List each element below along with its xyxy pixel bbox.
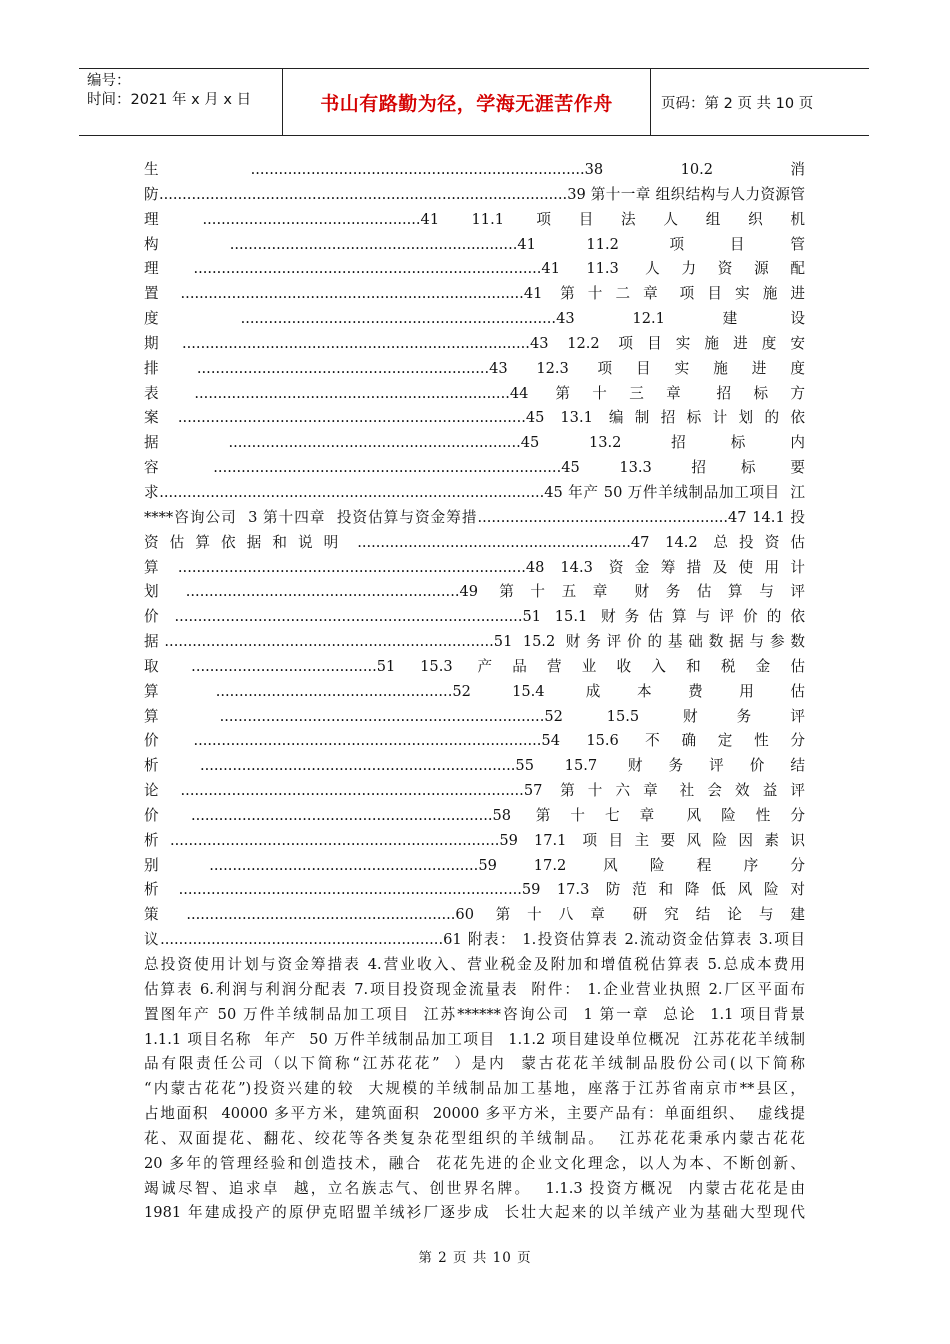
text-line: “内蒙古花花”)投资兴建的较 大规模的羊绒制品加工基地，座落于江苏省南京市**县区， <box>144 1080 805 1098</box>
text-line: 价 ...........................................................................51 15.1 财 务 估 算 与 评 价 的 依 <box>144 608 805 626</box>
text-line: 期 ...........................................................................43 12.2 项 目 实 施 进 度 安 <box>144 334 805 352</box>
text-line: 案 ...........................................................................45 13.1 编 制 招 标 计 划 的 依 <box>144 409 805 427</box>
text-line: 估算表 6.利润与利润分配表 7.项目投资现金流量表 附件： 1.企业营业执照 2.厂区平面布 <box>144 980 805 998</box>
text-line: 划 ...........................................................49 第 十 五 章 财 务 估 算 与 评 <box>144 583 805 601</box>
header-page-label: 页码：第 2 页 共 10 页 <box>661 95 814 112</box>
text-line: 析 ..........................................................................59 17.3 防 范 和 降 低 风 险 对 <box>144 881 805 899</box>
text-line: ****咨询公司 3 第十四章 投资估算与资金筹措......................................................47 14.1 投 <box>144 508 805 526</box>
text-line: 别 ..........................................................59 17.2 风 险 程 序 分 <box>144 856 805 874</box>
text-line: 置 ..........................................................................41 第 十 二 章 项 目 实 施 进 <box>144 285 805 303</box>
text-line: 20 多年的管理经验和创造技术，融合 花花先进的企业文化理念，以人为本、不断创新、 <box>144 1154 805 1172</box>
date-label: 时间：2021 年 x 月 x 日 <box>87 92 252 108</box>
text-line: 花、双面提花、翻花、绞花等各类复杂花型组织的羊绒制品。 江苏花花秉承内蒙古花花 <box>144 1129 805 1147</box>
text-line: 据 ...............................................................45 13.2 招 标 内 <box>144 434 805 452</box>
text-line: 生 ........................................................................38 10.2 消 <box>144 161 805 178</box>
text-line: 容 ...........................................................................45 13.3 招 标 要 <box>144 459 805 477</box>
page-header <box>79 68 869 136</box>
text-line: 排 ...............................................................43 12.3 项 目 实 施 进 度 <box>144 359 805 377</box>
text-line: 据 .......................................................................51 15.2 财 务 评 价 的 基 础 数 据 与 参 数 <box>144 633 805 651</box>
text-line: 策 ..........................................................60 第 十 八 章 研 究 结 论 与 建 <box>144 906 805 924</box>
header-motto: 书山有路勤为径，学海无涯苦作舟 <box>283 69 651 135</box>
text-line: 析 ....................................................................55 15.7 财 务 评 价 结 <box>144 757 805 775</box>
text-line: 度 ....................................................................43 12.1 建 设 <box>144 310 805 328</box>
text-line: 议.............................................................61 附表： 1.投资估算表 2.流动资金估算表 3.项目 <box>144 931 805 949</box>
text-line: 防........................................................................................39 第十一章 组织结构与人力资源管 <box>144 185 805 203</box>
text-line: 算 ...........................................................................48 14.3 资 金 筹 措 及 使 用 计 <box>144 558 805 576</box>
text-line: 表 ....................................................................44 第 十 三 章 招 标 方 <box>144 384 805 402</box>
text-line: 1.1.1 项目名称 年产 50 万件羊绒制品加工项目 1.1.2 项目建设单位概况 江苏花花羊绒制 <box>144 1030 805 1048</box>
text-line: 竭诚尽智、追求卓 越，立名族志气、创世界名牌。 1.1.3 投资方概况 内蒙古花花是由 <box>144 1179 805 1197</box>
text-line: 构 ..............................................................41 11.2 项 目 管 <box>144 235 805 253</box>
text-line: 资 估 算 依 据 和 说 明 ...........................................................47 14.2 总 投 资 估 <box>144 533 805 551</box>
text-line: 占地面积 40000 多平方米，建筑面积 20000 多平方米，主要产品有：单面组织、 虚线提 <box>144 1105 805 1123</box>
page-footer: 第 2 页 共 10 页 <box>418 1250 532 1266</box>
text-line: 置图年产 50 万件羊绒制品加工项目 江苏******咨询公司 1 第一章 总论 1.1 项目背景 <box>144 1005 805 1023</box>
text-line: 价 ...........................................................................54 15.6 不 确 定 性 分 <box>144 732 805 750</box>
text-line: 论 ..........................................................................57 第 十 六 章 社 会 效 益 评 <box>144 782 805 800</box>
text-line: 总投资使用计划与资金筹措表 4.营业收入、营业税金及附加和增值税估算表 5.总成本费用 <box>144 956 805 973</box>
number-label: 编号： <box>87 73 131 89</box>
text-line: 算 ...................................................52 15.4 成 本 费 用 估 <box>144 682 805 700</box>
text-line: 理 ...............................................41 11.1 项 目 法 人 组 织 机 <box>144 210 805 228</box>
text-line: 算 ......................................................................52 15.5 财 务 评 <box>144 707 805 725</box>
text-line: 求...................................................................................45 年产 50 万件羊绒制品加工项目 江 <box>144 483 805 501</box>
text-line: 析 .......................................................................59 17.1 项 目 主 要 风 险 因 素 识 <box>144 831 805 849</box>
text-line: 1981 年建成投产的原伊克昭盟羊绒衫厂逐步成 长壮大起来的以羊绒产业为基础大型现代 <box>144 1204 805 1222</box>
text-line: 取 ........................................51 15.3 产 品 营 业 收 入 和 税 金 估 <box>144 657 805 675</box>
header-meta <box>79 69 283 135</box>
text-line: 理 ...........................................................................41 11.3 人 力 资 源 配 <box>144 260 805 278</box>
document-body <box>144 158 805 1226</box>
text-line: 价 .................................................................58 第 十 七 章 风 险 性 分 <box>144 806 805 824</box>
text-line: 品有限责任公司（以下简称“江苏花花” ）是内 蒙古花花羊绒制品股份公司(以下简称 <box>144 1055 805 1073</box>
